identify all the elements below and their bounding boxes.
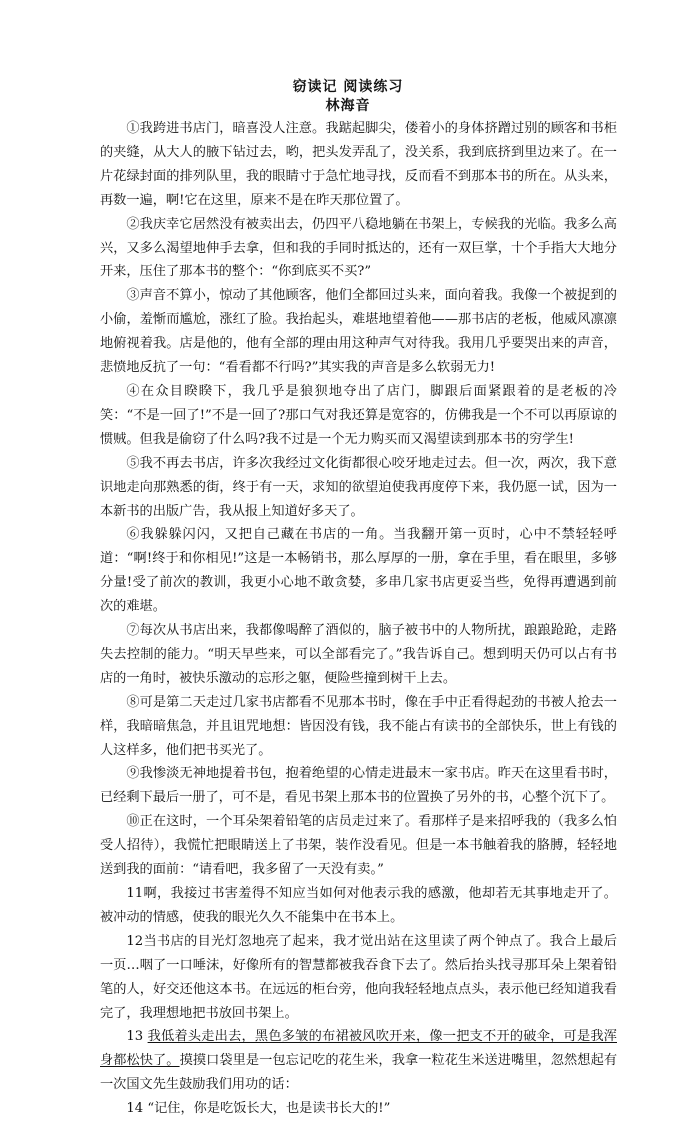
paragraph-9: ⑨我惨淡无神地提着书包，抱着绝望的心情走进最末一家书店。昨天在这里看书时，已经剩下最后一册了，可不是，看见书架上那本书的位置换了另外的书，心整个沉下了。 — [100, 766, 617, 806]
paragraph-10: ⑩正在这时，一个耳朵架着铅笔的店员走过来了。看那样子是来招呼我的（我多么怕受人招待），我慌忙把眼睛送上了书架，装作没看见。但是一本书触着我的胳膊，轻轻地送到我的面前：“请看吧，我多留了一天没有卖。” — [100, 814, 617, 878]
paragraph-14: 14 “记住，你是吃饭长大，也是读书长大的!” — [126, 1101, 391, 1117]
paragraph-13-number: 13 — [126, 1029, 148, 1045]
article-author: 林海音 — [325, 98, 371, 114]
paragraph-8: ⑧可是第二天走过几家书店都看不见那本书时，像在手中正看得起劲的书被人抢去一样，我暗暗焦急，并且诅咒地想：皆因没有钱，我不能占有读书的全部快乐，世上有钱的人这样多，他们把书买光了。 — [100, 694, 617, 758]
paragraph-13 — [100, 1025, 617, 1097]
underlined-sentence: 我低着头走出去，黑色多皱的布裙被风吹开来，像一把支不开的破伞，可是我浑身都松快了。 — [100, 1029, 617, 1069]
paragraph-12: 12当书店的目光灯忽地亮了起来，我才觉出站在这里读了两个钟点了。我合上最后一页…咽了一口唾沫，好像所有的智慧都被我吞食下去了。然后抬头找寻那耳朵上架着铅笔的人，好交还他这本书。在远远的柜台旁，他向我轻轻地点点头，表示他已经知道我看完了，我理想地把书放回书架上。 — [100, 933, 617, 1021]
paragraph-2: ②我庆幸它居然没有被卖出去，仍四平八稳地躺在书架上，专候我的光临。我多么高兴，又多么渴望地伸手去拿，但和我的手同时抵达的，还有一双巨掌，十个手指大大地分开来，压住了那本书的整个：“你到底买不买?” — [100, 216, 617, 280]
paragraph-6: ⑥我躲躲闪闪，又把自己藏在书店的一角。当我翻开第一页时，心中不禁轻轻呼道：“啊!终于和你相见!”这是一本畅销书，那么厚厚的一册，拿在手里，看在眼里，多够分量!受了前次的教训，我更小心地不敢贪婪，多串几家书店更妥当些，免得再遭遇到前次的难堪。 — [100, 527, 617, 615]
paragraph-5: ⑤我不再去书店，许多次我经过文化街都很心咬牙地走过去。但一次，两次，我下意识地走向那熟悉的街，终于有一天，求知的欲望迫使我再度停下来，我仍愿一试，因为一本新书的出版广告，我从报上知道好多天了。 — [100, 455, 617, 519]
paragraph-11: 11啊，我接过书害羞得不知应当如何对他表示我的感激，他却若无其事地走开了。被冲动的情感，使我的眼光久久不能集中在书本上。 — [100, 886, 617, 925]
paragraph-3: ③声音不算小，惊动了其他顾客，他们全都回过头来，面向着我。我像一个被捉到的小偷，羞惭而尴尬，涨红了脸。我抬起头，难堪地望着他——那书店的老板，他威风凛凛地俯视着我。店是他的，他有全部的理由用这种声气对待我。我用几乎要哭出来的声音，悲愤地反抗了一句：“看看都不行吗?”其实我的声音是多么软弱无力! — [100, 288, 617, 376]
paragraph-7: ⑦每次从书店出来，我都像喝醉了酒似的，脑子被书中的人物所扰，踉踉跄跄，走路失去控制的能力。“明天早些来，可以全部看完了。”我告诉自己。想到明天仍可以占有书店的一角时，被快乐激动的忘形之躯，便险些撞到树干上去。 — [100, 623, 617, 686]
paragraph-13-rest: 摸摸口袋里是一包忘记吃的花生米，我拿一粒花生米送进嘴里，忽然想起有一次国文先生鼓励我们用功的话： — [100, 1053, 618, 1093]
paragraph-1: ①我跨进书店门，暗喜没人注意。我踮起脚尖，偻着小的身体挤蹭过别的顾客和书柜的夹缝，从大人的腋下钻过去，哟，把头发弄乱了，没关系，我到底挤到里边来了。在一片花绿封面的排列队里，我的眼睛寸于急忙地寻找，反而看不到那本书的所在。从头来，再数一遍，啊!它在这里，原来不是在昨天那位置了。 — [100, 121, 617, 208]
article-title: 窃读记 阅读练习 — [292, 79, 404, 95]
paragraph-4: ④在众目睽睽下，我几乎是狼狈地夺出了店门，脚跟后面紧跟着的是老板的冷笑：“不是一回了!”不是一回了?那口气对我还算是宽容的，仿佛我是一个不可以再原谅的惯贼。但我是偷窃了什么吗?我不过是一个无力购买而又渴望读到那本书的穷学生! — [100, 383, 617, 447]
article-body — [100, 117, 617, 1121]
